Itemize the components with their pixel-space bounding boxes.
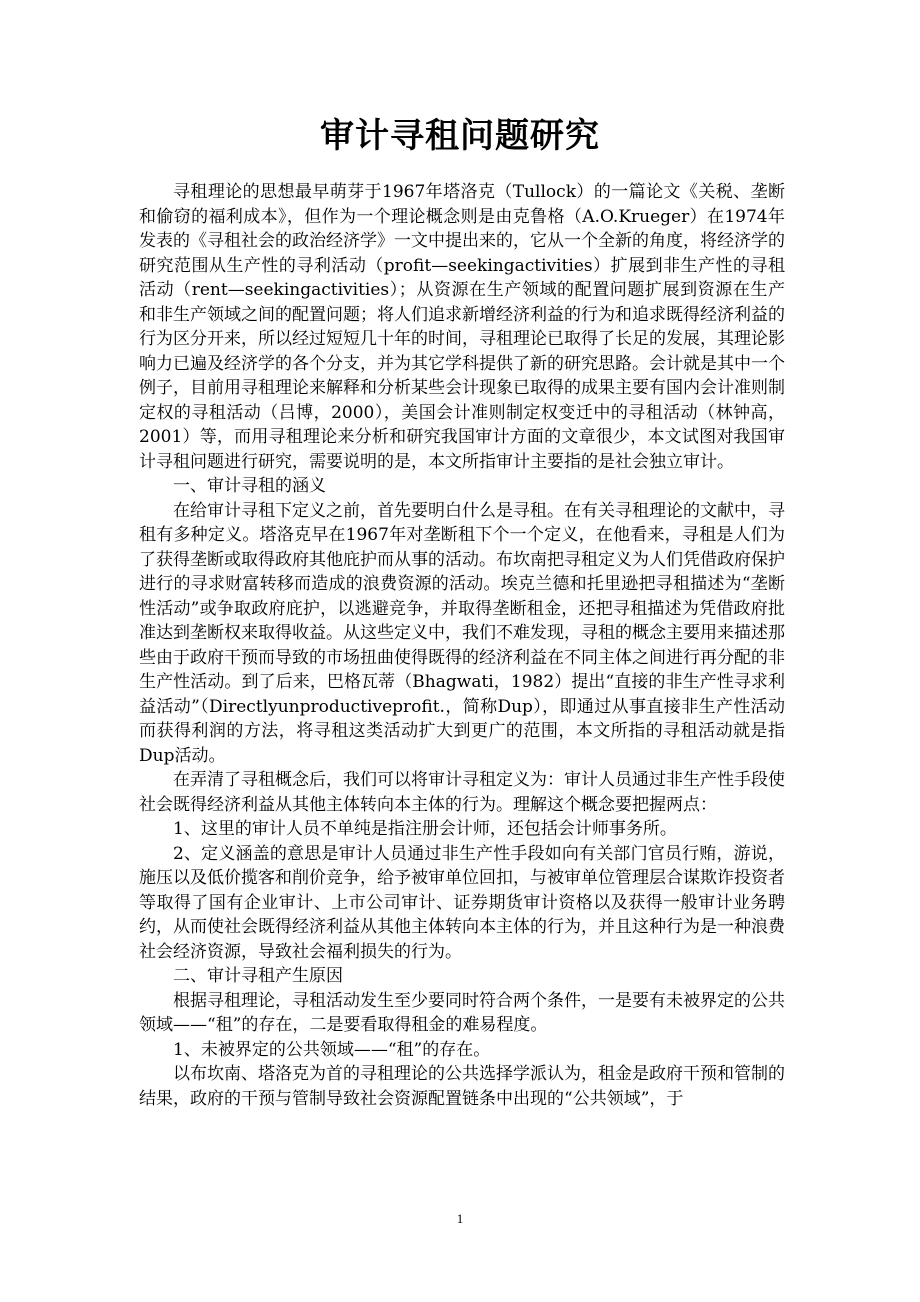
paragraph-public-choice: 以布坎南、塔洛克为首的寻租理论的公共选择学派认为，租金是政府干预和管制的结果，政府的干预与管制导致社会资源配置链条中出现的“公共领域”，于	[139, 1064, 785, 1109]
section-heading-2: 二、审计寻租产生原因	[173, 966, 343, 986]
paragraph-intro: 寻租理论的思想最早萌芽于1967年塔洛克（Tullock）的一篇论文《关税、垄断和偷窃的福利成本》，但作为一个理论概念则是由克鲁格（A.O.Krueger）在1974年发表的《寻租社会的政治经济学》一文中提出来的，它从一个全新的角度，将经济学的研究范围从生产性的寻利活动（profit—seekingactivities）扩展到非生产性的寻租活动（rent—seekingactivities）；从资源在生产领域的配置问题扩展到资源在生产和非生产领域之间的配置问题；将人们追求新增经济利益的行为和追求既得经济利益的行为区分开来，所以经过短短几十年的时间，寻租理论已取得了长足的发展，其理论影响力已遍及经济学的各个分支，并为其它学科提供了新的研究思路。会计就是其中一个例子，目前用寻租理论来解释和分析某些会计现象已取得的成果主要有国内会计准则制定权的寻租活动（吕博，2000），美国会计准则制定权变迁中的寻租活动（林钟高，2001）等，而用寻租理论来分析和研究我国审计方面的文章很少，本文试图对我国审计寻租问题进行研究，需要说明的是，本文所指审计主要指的是社会独立审计。	[139, 182, 785, 472]
paragraph-definition: 在给审计寻租下定义之前，首先要明白什么是寻租。在有关寻租理论的文献中，寻租有多种定义。塔洛克早在1967年对垄断租下个一个定义，在他看来，寻租是人们为了获得垄断或取得政府其他庇护而从事的活动。布坎南把寻租定义为人们凭借政府保护进行的寻求财富转移而造成的浪费资源的活动。埃克兰德和托里逊把寻租描述为“垄断性活动”或争取政府庇护，以逃避竞争，并取得垄断租金，还把寻租描述为凭借政府批准达到垄断权来取得收益。从这些定义中，我们不难发现，寻租的概念主要用来描述那些由于政府干预而导致的市场扭曲使得既得的经济利益在不同主体之间进行再分配的非生产性活动。到了后来，巴格瓦蒂（Bhagwati，1982）提出“直接的非生产性寻求利益活动”（Directlyunproductiveprofit.，简称Dup），即通过从事直接非生产性活动而获得利润的方法，将寻租这类活动扩大到更广的范围，本文所指的寻租活动就是指Dup活动。	[139, 500, 785, 766]
page-number: 1	[456, 1211, 464, 1226]
section-heading-1: 一、审计寻租的涵义	[173, 476, 326, 496]
paragraph-audit-rent-definition: 在弄清了寻租概念后，我们可以将审计寻租定义为：审计人员通过非生产性手段使社会既得经济利益从其他主体转向本主体的行为。理解这个概念要把握两点：	[139, 770, 785, 815]
paragraph-conditions: 根据寻租理论，寻租活动发生至少要同时符合两个条件，一是要有未被界定的公共领域——“租”的存在，二是要看取得租金的难易程度。	[139, 990, 785, 1035]
list-item-point-1: 1、这里的审计人员不单纯是指注册会计师，还包括会计师事务所。	[173, 819, 677, 839]
subheading-public-domain: 1、未被界定的公共领域——“租”的存在。	[173, 1039, 491, 1060]
document-title: 审计寻租问题研究	[320, 116, 600, 156]
list-item-point-2: 2、定义涵盖的意思是审计人员通过非生产性手段如向有关部门官员行贿，游说，施压以及低价揽客和削价竞争，给予被审单位回扣，与被审单位管理层合谋欺诈投资者等取得了国有企业审计、上市公司审计、证券期货审计资格以及获得一般审计业务聘约，从而使社会既得经济利益从其他主体转向本主体的行为，并且这种行为是一种浪费社会经济资源，导致社会福利损失的行为。	[139, 843, 785, 962]
document-body	[139, 180, 785, 1111]
